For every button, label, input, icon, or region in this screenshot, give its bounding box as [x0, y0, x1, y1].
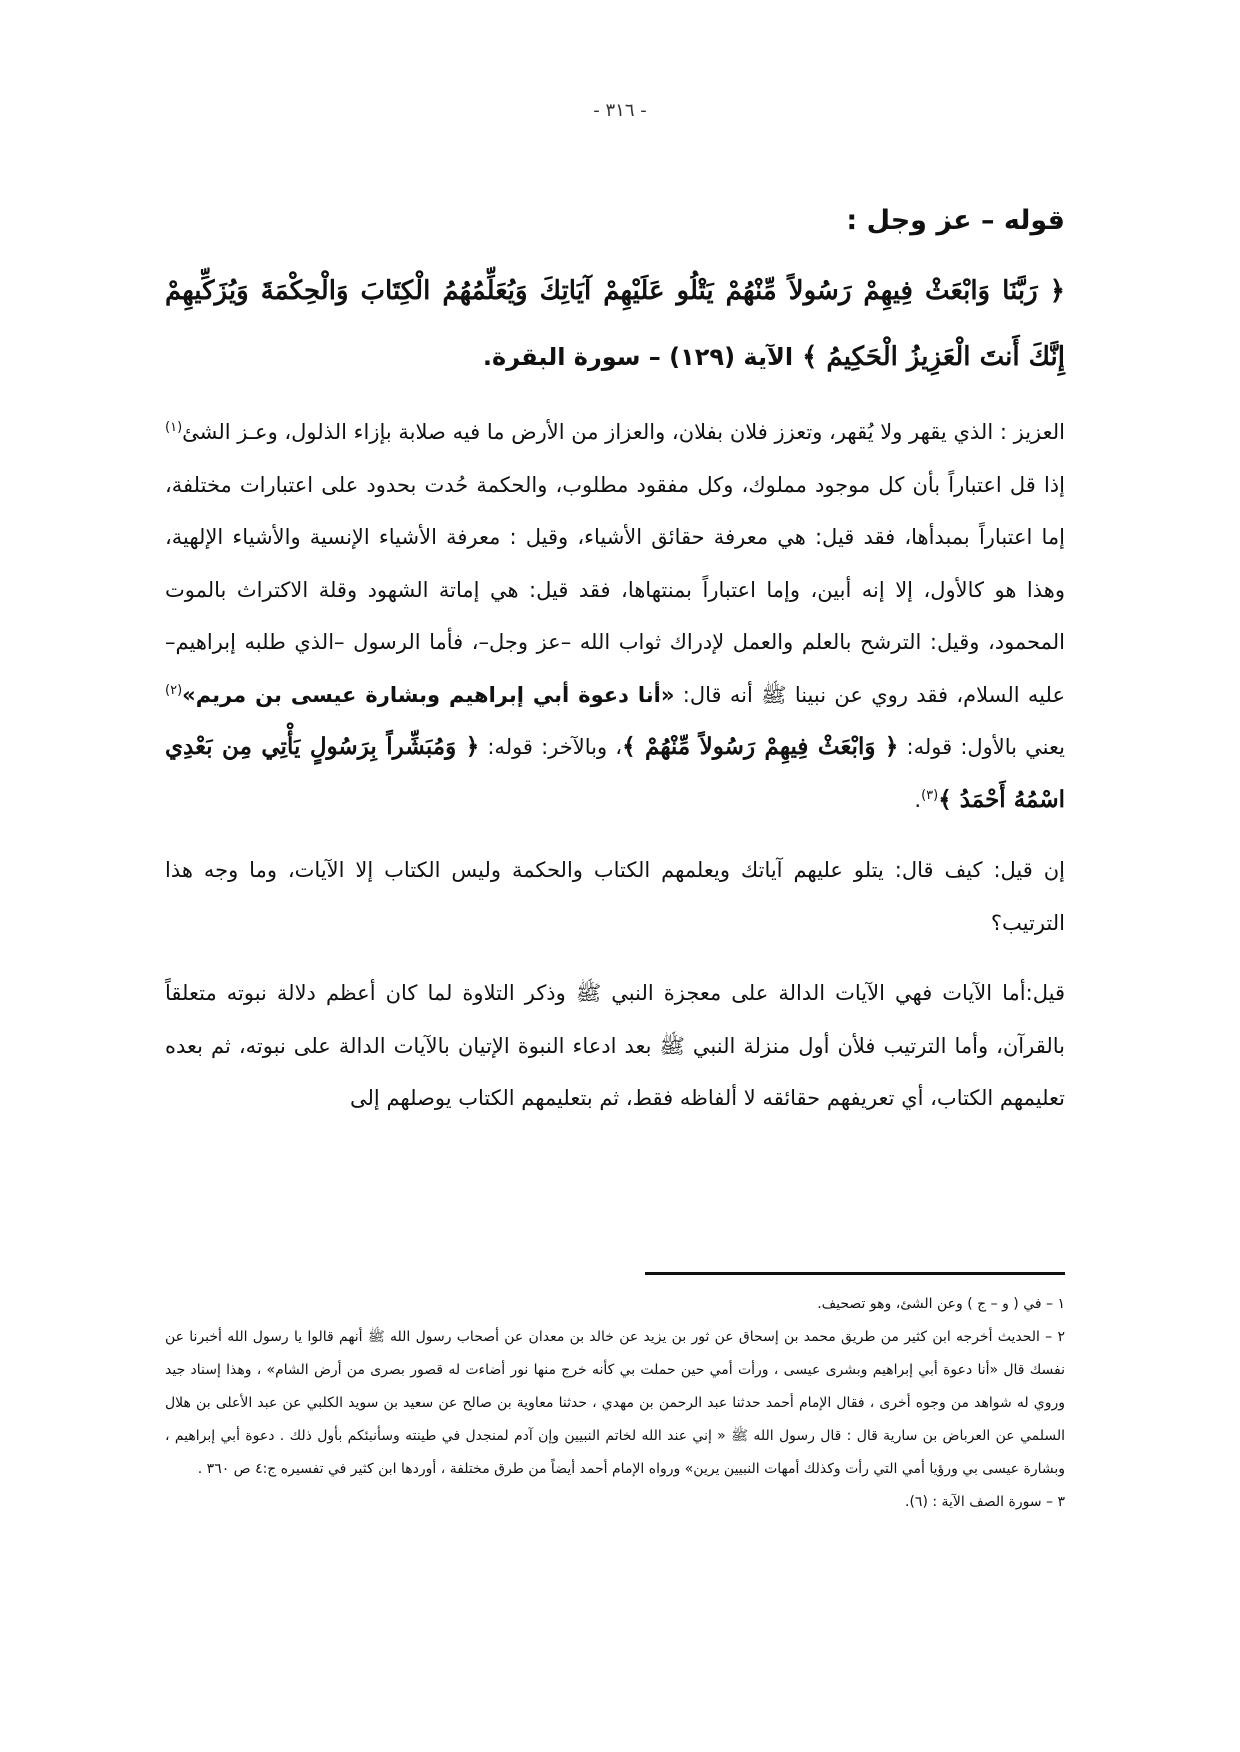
hadith-quote: «أنا دعوة أبي إبراهيم وبشارة عيسى بن مريم» [182, 682, 675, 707]
main-content [165, 205, 1065, 1143]
footnote-1: ١ – في ( و – ج ) وعن الشئ، وهو تصحيف. [817, 1296, 1065, 1312]
para1-end: . [914, 787, 922, 812]
para1-part3: يعني بالأول: قوله: [898, 735, 1065, 759]
footnotes [165, 1288, 1065, 1519]
section-heading: قوله – عز وجل : [846, 205, 1065, 236]
paragraph-question: إن قيل: كيف قال: يتلو عليهم آياتك ويعلمهم الكتاب والحكمة وليس الكتاب إلا الآيات، وما وجه هذا الترتيب؟ [165, 858, 1065, 935]
footnote-3: ٣ – سورة الصف الآية : (٦). [905, 1494, 1065, 1510]
quran-verse [165, 258, 1065, 390]
para1-part1: العزيز : الذي يقهر ولا يُقهر، وتعزز فلان بفلان، والعزاز من الأرض ما فيه صلابة بإزاء الذلول، وعـز الشئ [182, 420, 1065, 444]
footnote-ref-1: (١) [165, 420, 183, 435]
footnote-ref-3: (٣) [921, 787, 939, 803]
verse-reference: الآية (١٢٩) – سورة البقرة. [482, 343, 794, 371]
footnote-separator [645, 1272, 1065, 1275]
paragraph-answer: قيل:أما الآيات فهي الآيات الدالة على معجزة النبي ﷺ وذكر التلاوة لما كان أعظم دلالة نبوته متعلقاً بالقرآن، وأما الترتيب فلأن أول منزلة النبي ﷺ بعد ادعاء النبوة الإتيان بالآيات الدالة على نبوته، ثم بعده تعليمهم الكتاب، أي تعريفهم حقائقه لا ألفاظه فقط، ثم بتعليمهم الكتاب يوصلهم إلى [165, 981, 1065, 1110]
paragraph-definition [165, 406, 1065, 826]
page-number: - ٣١٦ - [593, 100, 647, 121]
verse-quote-2: ﴿ وَمُبَشِّراً بِرَسُولٍ يَأْتِي مِن بَعْدِي اسْمُهُ أَحْمَدُ ﴾ [165, 733, 1065, 813]
para1-part2: إذا قل اعتباراً بأن كل موجود مملوك، وكل مفقود مطلوب، والحكمة حُدت بحدود على اعتبارات مختلفة، إما اعتباراً بمبدأها، فقد قيل: هي معرفة حقائق الأشياء، وقيل : معرفة الأشياء الإنسية والأشياء الإلهية، وهذا هو كالأول، إلا إنه أبين، وإما اعتباراً بمنتهاها، فقد قيل: هي إماتة الشهود وقلة الاكتراث بالموت المحمود، وقيل: الترشح بالعلم والعمل لإدراك ثواب الله –عز وجل–، فأما الرسول –الذي طلبه إبراهيم– عليه السلام، فقد روي عن نبينا ﷺ أنه قال: [165, 472, 1066, 707]
para1-part4: ، وبالآخر: قوله: [479, 735, 623, 759]
footnote-ref-2: (٢) [165, 682, 183, 698]
verse-quote-1: ﴿ وَابْعَثْ فِيهِمْ رَسُولاً مِّنْهُمْ ﴾ [622, 733, 899, 760]
footnote-2: ٢ – الحديث أخرجه ابن كثير من طريق محمد بن إسحاق عن ثور بن يزيد عن خالد بن معدان عن أصحاب رسول الله ﷺ أنهم قالوا يا رسول الله أخبرنا عن نفسك قال «أنا دعوة أبي إبراهيم وبشرى عيسى ، ورأت أمي حين حملت بي كأنه خرج منها نور أضاءت له قصور بصرى من أرض الشام» ، وهذا إسناد جيد وروي له شواهد من وجوه أخرى ، فقال الإمام أحمد حدثنا عبد الرحمن بن مهدي ، حدثنا معاوية بن صالح عن سعيد بن سويد الكلبي عن عبد الأعلى بن هلال السلمي عن العرباض بن سارية قال : قال رسول الله ﷺ « إني عند الله لخاتم النبيين وإن آدم لمنجدل في طينته وسأنبئكم بأول ذلك . دعوة أبي إبراهيم ، وبشارة عيسى بي ورؤيا أمي التي رأت وكذلك أمهات النبيين يرين» ورواه الإمام أحمد أيضاً من طرق مختلفة ، أوردها ابن كثير في تفسيره ج:٤ ص ٣٦٠ . [165, 1329, 1065, 1477]
verse-text: ﴿ رَبَّنَا وَابْعَثْ فِيهِمْ رَسُولاً مِّنْهُمْ يَتْلُو عَلَيْهِمْ آيَاتِكَ وَيُعَلِّمُهُمُ الْكِتَابَ وَالْحِكْمَةَ وَيُزَكِّيهِمْ إِنَّكَ أَنتَ الْعَزِيزُ الْحَكِيمُ ﴾ [165, 276, 1065, 372]
